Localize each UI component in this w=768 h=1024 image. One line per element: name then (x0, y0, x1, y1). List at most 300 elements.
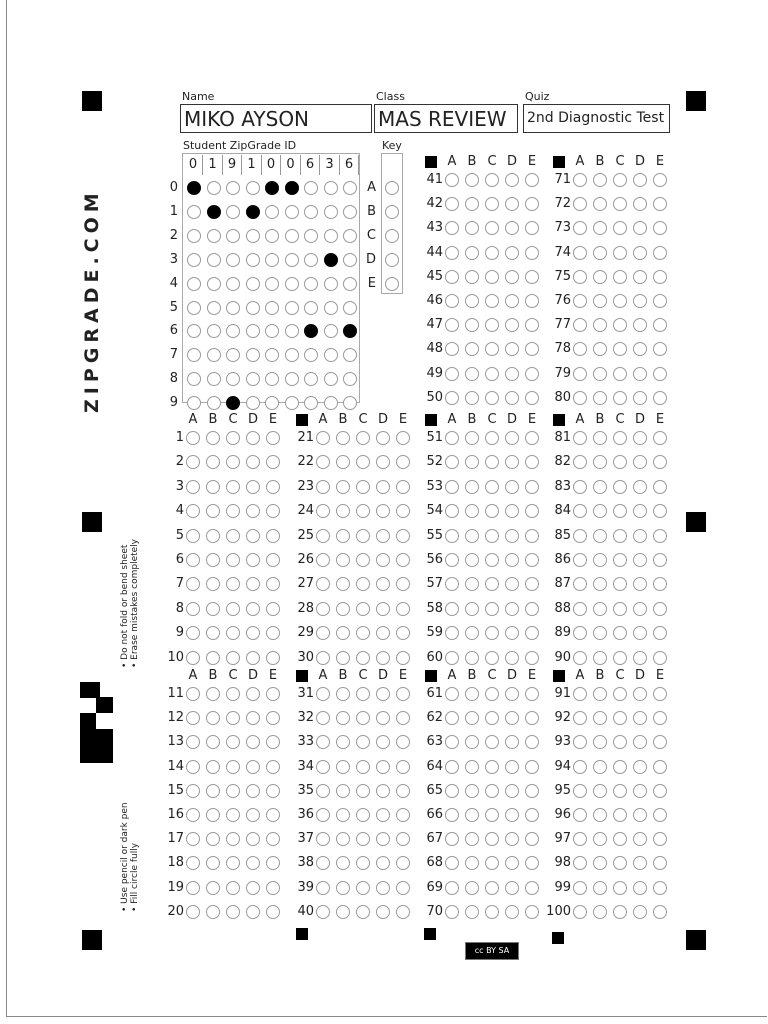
student-id-bubble[interactable] (304, 205, 318, 219)
answer-bubble[interactable] (593, 480, 607, 494)
answer-bubble[interactable] (573, 905, 587, 919)
answer-bubble[interactable] (593, 651, 607, 665)
answer-bubble[interactable] (465, 687, 479, 701)
answer-bubble[interactable] (573, 881, 587, 895)
answer-bubble[interactable] (593, 367, 607, 381)
student-id-bubble[interactable] (304, 253, 318, 267)
answer-bubble[interactable] (445, 905, 459, 919)
answer-bubble[interactable] (246, 431, 260, 445)
key-bubble[interactable] (385, 277, 399, 291)
answer-bubble[interactable] (525, 431, 539, 445)
answer-bubble[interactable] (206, 905, 220, 919)
answer-bubble[interactable] (653, 246, 667, 260)
answer-bubble[interactable] (376, 784, 390, 798)
answer-bubble[interactable] (336, 808, 350, 822)
answer-bubble[interactable] (186, 651, 200, 665)
answer-bubble[interactable] (505, 391, 519, 405)
answer-bubble[interactable] (246, 529, 260, 543)
answer-bubble[interactable] (396, 651, 410, 665)
student-id-bubble[interactable] (343, 301, 357, 315)
student-id-bubble[interactable] (324, 277, 338, 291)
student-id-bubble[interactable] (226, 181, 240, 195)
answer-bubble[interactable] (525, 784, 539, 798)
answer-bubble[interactable] (445, 808, 459, 822)
answer-bubble[interactable] (206, 480, 220, 494)
answer-bubble[interactable] (633, 480, 647, 494)
answer-bubble[interactable] (356, 553, 370, 567)
answer-bubble[interactable] (593, 881, 607, 895)
student-id-bubble[interactable] (226, 253, 240, 267)
answer-bubble[interactable] (525, 602, 539, 616)
answer-bubble[interactable] (505, 784, 519, 798)
answer-bubble[interactable] (485, 367, 499, 381)
answer-bubble[interactable] (485, 553, 499, 567)
answer-bubble[interactable] (465, 529, 479, 543)
answer-bubble[interactable] (593, 391, 607, 405)
answer-bubble[interactable] (573, 760, 587, 774)
answer-bubble[interactable] (465, 784, 479, 798)
answer-bubble[interactable] (485, 881, 499, 895)
student-id-bubble[interactable] (207, 205, 221, 219)
answer-bubble[interactable] (206, 808, 220, 822)
answer-bubble[interactable] (266, 553, 280, 567)
student-id-bubble[interactable] (265, 181, 279, 195)
answer-bubble[interactable] (316, 602, 330, 616)
answer-bubble[interactable] (356, 602, 370, 616)
student-id-bubble[interactable] (285, 324, 299, 338)
student-id-bubble[interactable] (324, 253, 338, 267)
answer-bubble[interactable] (505, 687, 519, 701)
student-id-bubble[interactable] (246, 253, 260, 267)
answer-bubble[interactable] (593, 431, 607, 445)
answer-bubble[interactable] (266, 808, 280, 822)
class-field[interactable]: MAS REVIEW (374, 104, 518, 133)
student-id-bubble[interactable] (207, 348, 221, 362)
answer-bubble[interactable] (206, 760, 220, 774)
answer-bubble[interactable] (593, 760, 607, 774)
answer-bubble[interactable] (593, 905, 607, 919)
answer-bubble[interactable] (505, 651, 519, 665)
answer-bubble[interactable] (653, 529, 667, 543)
answer-bubble[interactable] (246, 480, 260, 494)
student-id-bubble[interactable] (246, 396, 260, 410)
answer-bubble[interactable] (445, 784, 459, 798)
answer-bubble[interactable] (336, 602, 350, 616)
answer-bubble[interactable] (445, 294, 459, 308)
answer-bubble[interactable] (465, 246, 479, 260)
answer-bubble[interactable] (376, 529, 390, 543)
student-id-bubble[interactable] (265, 396, 279, 410)
key-bubble[interactable] (385, 229, 399, 243)
answer-bubble[interactable] (505, 602, 519, 616)
student-id-bubble[interactable] (207, 324, 221, 338)
answer-bubble[interactable] (505, 480, 519, 494)
student-id-bubble[interactable] (285, 181, 299, 195)
answer-bubble[interactable] (316, 651, 330, 665)
answer-bubble[interactable] (633, 431, 647, 445)
answer-bubble[interactable] (376, 553, 390, 567)
answer-bubble[interactable] (593, 529, 607, 543)
answer-bubble[interactable] (613, 173, 627, 187)
answer-bubble[interactable] (613, 270, 627, 284)
answer-bubble[interactable] (226, 602, 240, 616)
answer-bubble[interactable] (465, 808, 479, 822)
answer-bubble[interactable] (336, 784, 350, 798)
answer-bubble[interactable] (573, 602, 587, 616)
answer-bubble[interactable] (226, 760, 240, 774)
answer-bubble[interactable] (525, 905, 539, 919)
answer-bubble[interactable] (653, 480, 667, 494)
answer-bubble[interactable] (653, 294, 667, 308)
answer-bubble[interactable] (485, 808, 499, 822)
answer-bubble[interactable] (396, 480, 410, 494)
answer-bubble[interactable] (396, 808, 410, 822)
student-id-bubble[interactable] (285, 253, 299, 267)
student-id-bubble[interactable] (207, 277, 221, 291)
answer-bubble[interactable] (573, 367, 587, 381)
answer-bubble[interactable] (186, 687, 200, 701)
answer-bubble[interactable] (593, 270, 607, 284)
answer-bubble[interactable] (226, 784, 240, 798)
answer-bubble[interactable] (573, 687, 587, 701)
answer-bubble[interactable] (316, 905, 330, 919)
answer-bubble[interactable] (356, 808, 370, 822)
answer-bubble[interactable] (336, 881, 350, 895)
answer-bubble[interactable] (573, 529, 587, 543)
answer-bubble[interactable] (376, 808, 390, 822)
answer-bubble[interactable] (593, 808, 607, 822)
answer-bubble[interactable] (633, 808, 647, 822)
answer-bubble[interactable] (593, 294, 607, 308)
answer-bubble[interactable] (653, 881, 667, 895)
answer-bubble[interactable] (465, 431, 479, 445)
answer-bubble[interactable] (505, 905, 519, 919)
answer-bubble[interactable] (336, 651, 350, 665)
answer-bubble[interactable] (266, 760, 280, 774)
answer-bubble[interactable] (485, 431, 499, 445)
answer-bubble[interactable] (396, 553, 410, 567)
answer-bubble[interactable] (653, 553, 667, 567)
student-id-bubble[interactable] (304, 301, 318, 315)
answer-bubble[interactable] (633, 270, 647, 284)
answer-bubble[interactable] (465, 391, 479, 405)
student-id-bubble[interactable] (246, 229, 260, 243)
answer-bubble[interactable] (396, 602, 410, 616)
student-id-bubble[interactable] (207, 301, 221, 315)
answer-bubble[interactable] (505, 760, 519, 774)
answer-bubble[interactable] (376, 760, 390, 774)
answer-bubble[interactable] (445, 760, 459, 774)
student-id-bubble[interactable] (207, 253, 221, 267)
student-id-bubble[interactable] (285, 277, 299, 291)
student-id-bubble[interactable] (285, 396, 299, 410)
answer-bubble[interactable] (525, 553, 539, 567)
answer-bubble[interactable] (356, 431, 370, 445)
answer-bubble[interactable] (186, 905, 200, 919)
answer-bubble[interactable] (376, 905, 390, 919)
answer-bubble[interactable] (186, 784, 200, 798)
answer-bubble[interactable] (316, 881, 330, 895)
answer-bubble[interactable] (653, 270, 667, 284)
student-id-bubble[interactable] (246, 372, 260, 386)
answer-bubble[interactable] (246, 760, 260, 774)
answer-bubble[interactable] (465, 905, 479, 919)
answer-bubble[interactable] (525, 480, 539, 494)
answer-bubble[interactable] (505, 367, 519, 381)
answer-bubble[interactable] (246, 602, 260, 616)
answer-bubble[interactable] (465, 602, 479, 616)
student-id-bubble[interactable] (246, 348, 260, 362)
answer-bubble[interactable] (613, 602, 627, 616)
answer-bubble[interactable] (505, 881, 519, 895)
answer-bubble[interactable] (186, 808, 200, 822)
answer-bubble[interactable] (633, 367, 647, 381)
student-id-bubble[interactable] (324, 372, 338, 386)
answer-bubble[interactable] (485, 391, 499, 405)
answer-bubble[interactable] (573, 391, 587, 405)
answer-bubble[interactable] (206, 529, 220, 543)
answer-bubble[interactable] (186, 881, 200, 895)
answer-bubble[interactable] (266, 905, 280, 919)
answer-bubble[interactable] (653, 651, 667, 665)
answer-bubble[interactable] (266, 784, 280, 798)
student-id-bubble[interactable] (304, 396, 318, 410)
answer-bubble[interactable] (485, 246, 499, 260)
answer-bubble[interactable] (445, 553, 459, 567)
answer-bubble[interactable] (465, 173, 479, 187)
student-id-bubble[interactable] (324, 229, 338, 243)
answer-bubble[interactable] (573, 480, 587, 494)
answer-bubble[interactable] (316, 687, 330, 701)
name-field[interactable]: MIKO AYSON (180, 104, 372, 133)
answer-bubble[interactable] (206, 651, 220, 665)
answer-bubble[interactable] (356, 760, 370, 774)
quiz-field[interactable]: 2nd Diagnostic Test (523, 104, 670, 133)
answer-bubble[interactable] (336, 431, 350, 445)
student-id-bubble[interactable] (265, 229, 279, 243)
answer-bubble[interactable] (485, 687, 499, 701)
answer-bubble[interactable] (246, 553, 260, 567)
answer-bubble[interactable] (525, 173, 539, 187)
answer-bubble[interactable] (376, 602, 390, 616)
answer-bubble[interactable] (316, 784, 330, 798)
student-id-bubble[interactable] (304, 277, 318, 291)
answer-bubble[interactable] (525, 294, 539, 308)
answer-bubble[interactable] (593, 784, 607, 798)
answer-bubble[interactable] (206, 881, 220, 895)
answer-bubble[interactable] (485, 270, 499, 284)
answer-bubble[interactable] (613, 431, 627, 445)
answer-bubble[interactable] (653, 687, 667, 701)
answer-bubble[interactable] (525, 687, 539, 701)
answer-bubble[interactable] (505, 529, 519, 543)
answer-bubble[interactable] (633, 246, 647, 260)
answer-bubble[interactable] (505, 173, 519, 187)
answer-bubble[interactable] (445, 529, 459, 543)
answer-bubble[interactable] (613, 553, 627, 567)
answer-bubble[interactable] (356, 687, 370, 701)
answer-bubble[interactable] (505, 294, 519, 308)
student-id-bubble[interactable] (304, 181, 318, 195)
answer-bubble[interactable] (505, 270, 519, 284)
student-id-bubble[interactable] (226, 396, 240, 410)
student-id-bubble[interactable] (324, 324, 338, 338)
student-id-bubble[interactable] (285, 205, 299, 219)
answer-bubble[interactable] (226, 553, 240, 567)
answer-bubble[interactable] (396, 905, 410, 919)
answer-bubble[interactable] (633, 529, 647, 543)
answer-bubble[interactable] (613, 294, 627, 308)
answer-bubble[interactable] (336, 480, 350, 494)
answer-bubble[interactable] (573, 270, 587, 284)
answer-bubble[interactable] (356, 784, 370, 798)
answer-bubble[interactable] (525, 270, 539, 284)
answer-bubble[interactable] (593, 246, 607, 260)
answer-bubble[interactable] (376, 687, 390, 701)
answer-bubble[interactable] (226, 431, 240, 445)
student-id-bubble[interactable] (187, 277, 201, 291)
answer-bubble[interactable] (226, 808, 240, 822)
answer-bubble[interactable] (653, 367, 667, 381)
answer-bubble[interactable] (445, 173, 459, 187)
answer-bubble[interactable] (266, 687, 280, 701)
answer-bubble[interactable] (653, 602, 667, 616)
answer-bubble[interactable] (613, 687, 627, 701)
answer-bubble[interactable] (633, 784, 647, 798)
student-id-bubble[interactable] (324, 181, 338, 195)
answer-bubble[interactable] (226, 687, 240, 701)
answer-bubble[interactable] (246, 784, 260, 798)
answer-bubble[interactable] (266, 529, 280, 543)
answer-bubble[interactable] (356, 881, 370, 895)
answer-bubble[interactable] (485, 173, 499, 187)
answer-bubble[interactable] (316, 431, 330, 445)
answer-bubble[interactable] (445, 391, 459, 405)
answer-bubble[interactable] (525, 651, 539, 665)
student-id-bubble[interactable] (246, 205, 260, 219)
answer-bubble[interactable] (485, 905, 499, 919)
answer-bubble[interactable] (266, 651, 280, 665)
answer-bubble[interactable] (653, 391, 667, 405)
answer-bubble[interactable] (465, 480, 479, 494)
student-id-bubble[interactable] (265, 277, 279, 291)
answer-bubble[interactable] (465, 553, 479, 567)
answer-bubble[interactable] (376, 651, 390, 665)
answer-bubble[interactable] (336, 553, 350, 567)
answer-bubble[interactable] (396, 529, 410, 543)
answer-bubble[interactable] (266, 881, 280, 895)
answer-bubble[interactable] (445, 270, 459, 284)
student-id-bubble[interactable] (207, 181, 221, 195)
answer-bubble[interactable] (525, 760, 539, 774)
answer-bubble[interactable] (336, 529, 350, 543)
student-id-bubble[interactable] (207, 396, 221, 410)
student-id-bubble[interactable] (265, 301, 279, 315)
answer-bubble[interactable] (593, 687, 607, 701)
answer-bubble[interactable] (186, 480, 200, 494)
answer-bubble[interactable] (206, 431, 220, 445)
answer-bubble[interactable] (396, 687, 410, 701)
answer-bubble[interactable] (266, 431, 280, 445)
answer-bubble[interactable] (613, 881, 627, 895)
answer-bubble[interactable] (525, 367, 539, 381)
answer-bubble[interactable] (485, 294, 499, 308)
student-id-bubble[interactable] (246, 277, 260, 291)
answer-bubble[interactable] (633, 553, 647, 567)
answer-bubble[interactable] (336, 905, 350, 919)
answer-bubble[interactable] (653, 431, 667, 445)
answer-bubble[interactable] (356, 529, 370, 543)
answer-bubble[interactable] (633, 687, 647, 701)
answer-bubble[interactable] (633, 173, 647, 187)
key-bubble[interactable] (385, 253, 399, 267)
answer-bubble[interactable] (525, 391, 539, 405)
answer-bubble[interactable] (246, 651, 260, 665)
answer-bubble[interactable] (226, 905, 240, 919)
answer-bubble[interactable] (316, 480, 330, 494)
answer-bubble[interactable] (316, 808, 330, 822)
answer-bubble[interactable] (226, 529, 240, 543)
answer-bubble[interactable] (593, 602, 607, 616)
answer-bubble[interactable] (505, 246, 519, 260)
answer-bubble[interactable] (356, 480, 370, 494)
student-id-bubble[interactable] (187, 229, 201, 243)
answer-bubble[interactable] (613, 760, 627, 774)
answer-bubble[interactable] (186, 553, 200, 567)
key-bubble[interactable] (385, 205, 399, 219)
answer-bubble[interactable] (226, 480, 240, 494)
answer-bubble[interactable] (316, 529, 330, 543)
answer-bubble[interactable] (485, 784, 499, 798)
answer-bubble[interactable] (573, 651, 587, 665)
answer-bubble[interactable] (246, 881, 260, 895)
answer-bubble[interactable] (336, 687, 350, 701)
student-id-bubble[interactable] (187, 301, 201, 315)
student-id-bubble[interactable] (207, 229, 221, 243)
student-id-bubble[interactable] (187, 253, 201, 267)
answer-bubble[interactable] (573, 431, 587, 445)
student-id-bubble[interactable] (324, 396, 338, 410)
answer-bubble[interactable] (246, 905, 260, 919)
answer-bubble[interactable] (525, 881, 539, 895)
answer-bubble[interactable] (465, 367, 479, 381)
student-id-bubble[interactable] (246, 301, 260, 315)
answer-bubble[interactable] (653, 173, 667, 187)
student-id-bubble[interactable] (226, 205, 240, 219)
answer-bubble[interactable] (633, 905, 647, 919)
answer-bubble[interactable] (633, 391, 647, 405)
answer-bubble[interactable] (396, 760, 410, 774)
answer-bubble[interactable] (525, 529, 539, 543)
answer-bubble[interactable] (396, 784, 410, 798)
answer-bubble[interactable] (226, 881, 240, 895)
student-id-bubble[interactable] (226, 229, 240, 243)
student-id-bubble[interactable] (207, 372, 221, 386)
answer-bubble[interactable] (356, 905, 370, 919)
student-id-bubble[interactable] (187, 396, 201, 410)
answer-bubble[interactable] (573, 553, 587, 567)
answer-bubble[interactable] (613, 905, 627, 919)
student-id-bubble[interactable] (246, 324, 260, 338)
student-id-bubble[interactable] (285, 348, 299, 362)
student-id-bubble[interactable] (285, 301, 299, 315)
student-id-bubble[interactable] (246, 181, 260, 195)
answer-bubble[interactable] (246, 687, 260, 701)
answer-bubble[interactable] (445, 480, 459, 494)
answer-bubble[interactable] (633, 294, 647, 308)
answer-bubble[interactable] (246, 808, 260, 822)
answer-bubble[interactable] (485, 760, 499, 774)
